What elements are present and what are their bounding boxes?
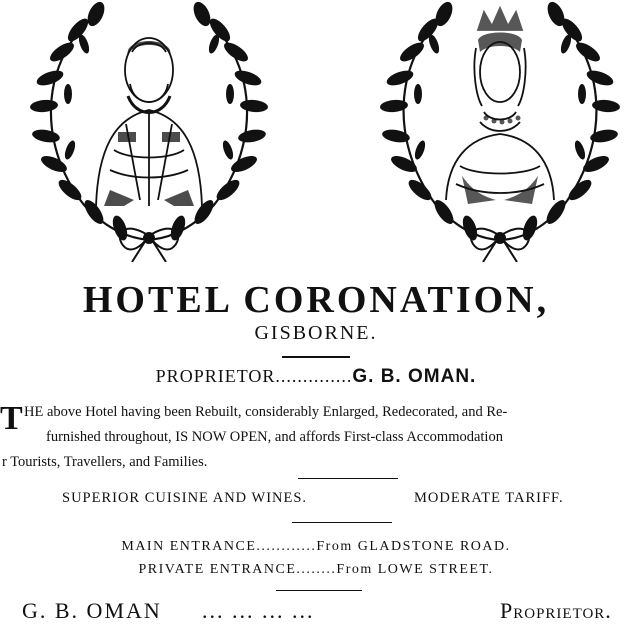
feature-tariff: MODERATE TARIFF. xyxy=(414,490,564,506)
town-name: GISBORNE. xyxy=(254,322,378,344)
divider-2 xyxy=(298,478,398,479)
divider-1 xyxy=(282,356,350,358)
proprietor-label: PROPRIETOR xyxy=(155,366,276,386)
proprietor-dots: .............. xyxy=(275,366,353,386)
notice-line-2: furnished throughout, IS NOW OPEN, and affords First-class Accommodation xyxy=(46,429,503,445)
proprietor-name: G. B. OMAN. xyxy=(352,366,477,387)
divider-3 xyxy=(292,522,392,523)
proprietor-line xyxy=(0,366,632,388)
footer-proprietor-role: Proprietor. xyxy=(500,598,612,623)
divider-4 xyxy=(276,590,362,591)
drop-cap-letter: T xyxy=(0,400,23,437)
hotel-name-heading: HOTEL CORONATION, xyxy=(82,279,550,321)
notice-line-3: r Tourists, Travellers, and Families. xyxy=(2,454,208,470)
king-portrait-wreath xyxy=(14,0,284,262)
queen-portrait-wreath xyxy=(372,0,632,262)
private-entrance: PRIVATE ENTRANCE........From LOWE STREET. xyxy=(138,562,494,577)
notice-line-1: HE above Hotel having been Rebuilt, considerably Enlarged, Redecorated, and Re- xyxy=(24,404,508,420)
feature-cuisine: SUPERIOR CUISINE AND WINES. xyxy=(62,490,308,506)
main-entrance: MAIN ENTRANCE............From GLADSTONE ROAD. xyxy=(121,539,511,554)
footer-proprietor-name: G. B. OMAN xyxy=(22,598,162,623)
footer-dots: ... ... ... ... xyxy=(202,598,315,623)
